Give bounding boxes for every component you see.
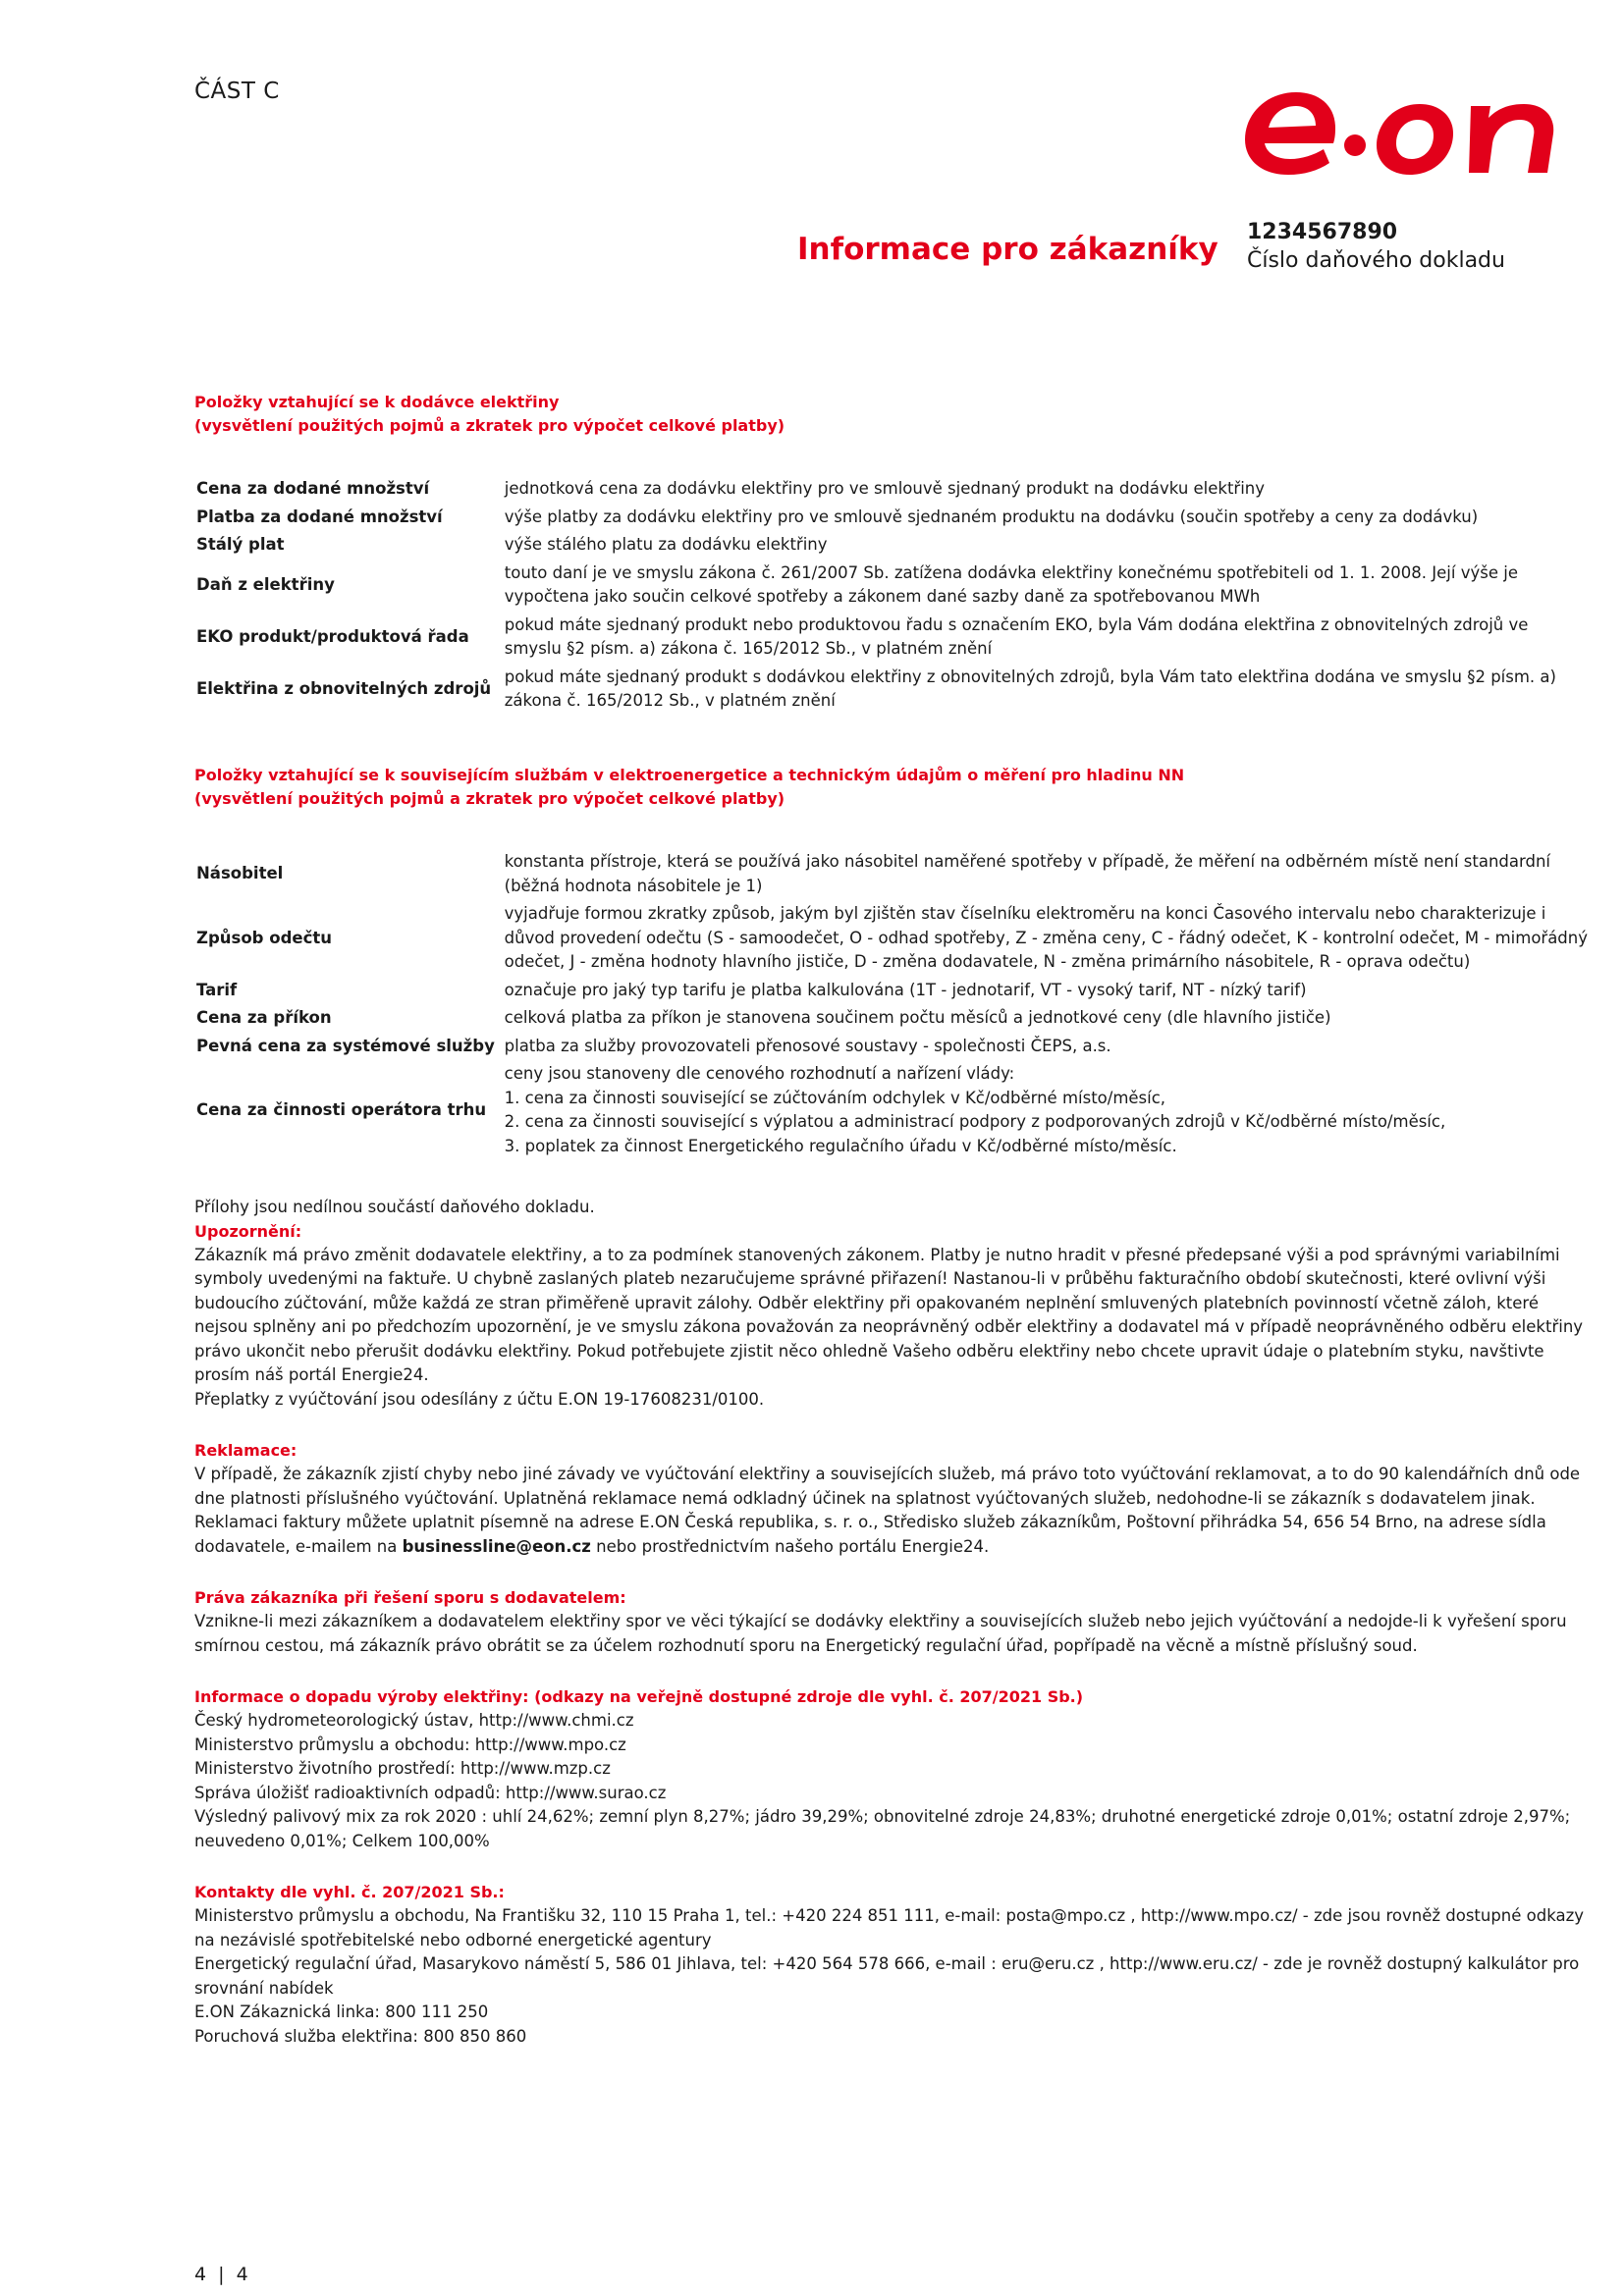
fuel-mix-line: Výsledný palivový mix za rok 2020 : uhlí 24,62%; zemní plyn 8,27%; jádro 39,29%; obnovitelné zdroje 24,83%; druhotné energetické zdroje 0,01%; ostatní zdroje 2,97%; neuvedeno 0,01%; Celkem 100,00%	[194, 1807, 1571, 1850]
impact-line: Český hydrometeorologický ústav, http://www.chmi.cz	[194, 1711, 634, 1730]
complaints-tail: nebo prostřednictvím našeho portálu Energie24.	[590, 1536, 990, 1556]
description: celková platba za příkon je stanovena součinem počtu měsíců a jednotkové ceny (dle hlavního jističe)	[504, 1008, 1331, 1027]
eon-logo	[1239, 80, 1571, 179]
table-row	[194, 612, 1589, 664]
page-total: 4	[236, 2264, 248, 2285]
description	[505, 1060, 1589, 1160]
term: EKO produkt/produktová řada	[196, 626, 469, 646]
description: vyjadřuje formou zkratky způsob, jakým byl zjištěn stav číselníku elektroměru na konci Časového intervalu nebo charakterizuje i důvod provedení odečtu (S - samoodečet, O - odhad spotřeby, Z - změna ceny, C - řádný odečet, K - kontrolní odečet, M - mimořádný odečet, J - změna hodnoty hlavního jističe, D - změna dodavatele, N - změna primárního násobitele, R - oprava odečtu)	[504, 904, 1589, 971]
impact-heading: Informace o dopadu výroby elektřiny: (odkazy na veřejně dostupné zdroje dle vyhl. č. 207/2021 Sb.)	[194, 1687, 1084, 1706]
notes-block	[194, 1196, 1589, 2049]
contact-line: E.ON Zákaznická linka: 800 111 250	[194, 2002, 489, 2021]
complaints-email-link[interactable]: businessline@eon.cz	[402, 1536, 591, 1556]
table-row	[194, 1033, 1589, 1061]
section2-heading-line1: Položky vztahující se k souvisejícím službám v elektroenergetice a technickým údajům o měření pro hladinu NN	[194, 766, 1185, 784]
section1-heading-line1: Položky vztahující se k dodávce elektřiny	[194, 393, 560, 411]
warning-heading: Upozornění:	[194, 1221, 302, 1241]
contacts-heading: Kontakty dle vyhl. č. 207/2021 Sb.:	[194, 1883, 505, 1901]
section2-definitions-table	[194, 848, 1589, 1160]
term: Platba za dodané množství	[196, 507, 443, 526]
table-row	[194, 504, 1589, 532]
rights-heading: Práva zákazníka při řešení sporu s dodavatelem:	[194, 1588, 626, 1607]
term: Cena za činnosti operátora trhu	[196, 1099, 487, 1119]
section2-heading	[194, 764, 1589, 811]
table-row	[194, 531, 1589, 560]
description-line: 3. poplatek za činnost Energetického regulačního úřadu v Kč/odběrné místo/měsíc.	[504, 1136, 1177, 1155]
contact-line: Poruchová služba elektřina: 800 850 860	[194, 2026, 527, 2046]
part-label: ČÁST C	[194, 79, 280, 104]
attachments-note: Přílohy jsou nedílnou součástí daňového dokladu.	[194, 1198, 595, 1216]
section1-heading	[194, 391, 1589, 438]
warning-text: Zákazník má právo změnit dodavatele elektřiny, a to za podmínek stanovených zákonem. Platby je nutno hradit v přesné předepsané výši a pod správnými variabilními symboly uvedenými na faktuře. U chybně zaslaných plateb nezaručujeme správné přiřazení! Nastanou-li v průběhu fakturačního období skutečnosti, které ovlivní výši budoucího zúčtování, může každá ze stran přiměřeně upravit zálohy. Odběr elektřiny při opakovaném neplnění smluvených platebních povinností včetně záloh, které nejsou splněny ani po předchozím upozornění, je ve smyslu zákona považován za neoprávněný odběr elektřiny a dodavatel má v případě neoprávněného odběru elektřiny právo ukončit nebo přerušit dodávku elektřiny. Pokud potřebujete zjistit něco ohledně Vašeho odběru elektřiny nebo chcete upravit údaje o platebním styku, navštivte prosím náš portál Energie24.	[194, 1245, 1584, 1384]
tax-document-number-label: Číslo daňového dokladu	[1247, 248, 1505, 273]
impact-line: Ministerstvo průmyslu a obchodu: http://www.mpo.cz	[194, 1735, 626, 1754]
page-number	[194, 2264, 248, 2285]
table-row	[194, 977, 1589, 1005]
table-row	[194, 1004, 1589, 1033]
page-separator: |	[218, 2264, 225, 2285]
document-title: Informace pro zákazníky	[797, 232, 1218, 267]
term: Elektřina z obnovitelných zdrojů	[196, 678, 492, 698]
description: výše platby za dodávku elektřiny pro ve smlouvě sjednaném produktu na dodávku (součin spotřeby a ceny za dodávku)	[504, 507, 1479, 526]
section1-heading-line2: (vysvětlení použitých pojmů a zkratek pro výpočet celkové platby)	[194, 416, 785, 435]
rights-text: Vznikne-li mezi zákazníkem a dodavatelem elektřiny spor ve věci týkající se dodávky elektřiny a souvisejících služeb nebo jejich vyúčtování a nedojde-li k vyřešení sporu smírnou cestou, má zákazník právo obrátit se za účelem rozhodnutí sporu na Energetický regulační úřad, popřípadě na věcně a místně příslušný soud.	[194, 1612, 1567, 1655]
description: výše stálého platu za dodávku elektřiny	[504, 535, 828, 554]
complaints-text: V případě, že zákazník zjistí chyby nebo jiné závady ve vyúčtování elektřiny a souvisejících služeb, má právo toto vyúčtování reklamovat, a to do 90 kalendářních dnů ode dne platnosti příslušného vyúčtování. Uplatněná reklamace nemá odkladný účinek na splatnost vyúčtovaných služeb, nedohodne-li se zákazník s dodavatelem jinak. Reklamaci faktury můžete uplatnit písemně na adrese E.ON Česká republika, s. r. o., Středisko služeb zákazníkům, Poštovní přihrádka 54, 656 54 Brno, na adrese sídla dodavatele, e-mailem na	[194, 1465, 1581, 1556]
table-row	[194, 664, 1589, 716]
description: pokud máte sjednaný produkt s dodávkou elektřiny z obnovitelných zdrojů, byla Vám tato elektřina dodána ve smyslu §2 písm. a) zákona č. 165/2012 Sb., v platném znění	[504, 667, 1556, 710]
term: Pevná cena za systémové služby	[196, 1036, 495, 1055]
description: jednotková cena za dodávku elektřiny pro ve smlouvě sjednaný produkt na dodávku elektřiny	[504, 479, 1266, 498]
tax-document-number: 1234567890	[1247, 220, 1398, 244]
contact-line: Ministerstvo průmyslu a obchodu, Na Františku 32, 110 15 Praha 1, tel.: +420 224 851 111, e-mail: posta@mpo.cz , http://www.mpo.cz/ - zde jsou rovněž dostupné odkazy na nezávislé spotřebitelské nebo odborné energetické agentury	[194, 1906, 1585, 1949]
description-line: 2. cena za činnosti související s výplatou a administrací podpory z podporovaných zdrojů v Kč/odběrné místo/měsíc,	[504, 1112, 1446, 1131]
table-row	[194, 900, 1589, 977]
description-line: 1. cena za činnosti související se zúčtováním odchylek v Kč/odběrné místo/měsíc,	[504, 1088, 1166, 1107]
page-current: 4	[194, 2264, 207, 2285]
table-row	[194, 848, 1589, 900]
table-row	[194, 560, 1589, 612]
contact-line: Energetický regulační úřad, Masarykovo náměstí 5, 586 01 Jihlava, tel: +420 564 578 666, e-mail : eru@eru.cz , http://www.eru.cz/ - zde je rovněž dostupný kalkulátor pro srovnání nabídek	[194, 1954, 1580, 1998]
description: touto daní je ve smyslu zákona č. 261/2007 Sb. zatížena dodávka elektřiny konečnému spotřebiteli od 1. 1. 2008. Její výše je vypočtena jako součin celkové spotřeby a zákonem dané sazby daně za spotřebovanou MWh	[504, 562, 1518, 606]
table-row	[194, 475, 1589, 504]
term: Cena za příkon	[196, 1008, 332, 1027]
section1-definitions-table	[194, 475, 1589, 716]
overpayments-note: Přeplatky z vyúčtování jsou odesílány z účtu E.ON 19-17608231/0100.	[194, 1389, 765, 1409]
complaints-heading: Reklamace:	[194, 1441, 298, 1460]
term: Způsob odečtu	[196, 928, 332, 947]
term: Tarif	[196, 980, 238, 999]
term: Cena za dodané množství	[196, 479, 430, 498]
impact-line: Ministerstvo životního prostředí: http://www.mzp.cz	[194, 1759, 611, 1778]
description: platba za služby provozovateli přenosové soustavy - společnosti ČEPS, a.s.	[504, 1036, 1111, 1055]
term: Násobitel	[196, 864, 284, 883]
description: konstanta přístroje, která se používá jako násobitel naměřené spotřeby v případě, že měření na odběrném místě není standardní (běžná hodnota násobitele je 1)	[504, 852, 1551, 895]
term: Daň z elektřiny	[196, 574, 335, 594]
section2-heading-line2: (vysvětlení použitých pojmů a zkratek pro výpočet celkové platby)	[194, 789, 785, 808]
table-row	[194, 1060, 1589, 1160]
complaints-paragraph	[194, 1463, 1589, 1559]
impact-line: Správa úložišť radioaktivních odpadů: http://www.surao.cz	[194, 1783, 667, 1802]
description-line: ceny jsou stanoveny dle cenového rozhodnutí a nařízení vlády:	[504, 1064, 1015, 1083]
description: pokud máte sjednaný produkt nebo produktovou řadu s označením EKO, byla Vám dodána elektřina z obnovitelných zdrojů ve smyslu §2 písm. a) zákona č. 165/2012 Sb., v platném znění	[504, 614, 1529, 658]
term: Stálý plat	[196, 535, 285, 554]
description: označuje pro jaký typ tarifu je platba kalkulována (1T - jednotarif, VT - vysoký tarif, NT - nízký tarif)	[504, 980, 1307, 999]
